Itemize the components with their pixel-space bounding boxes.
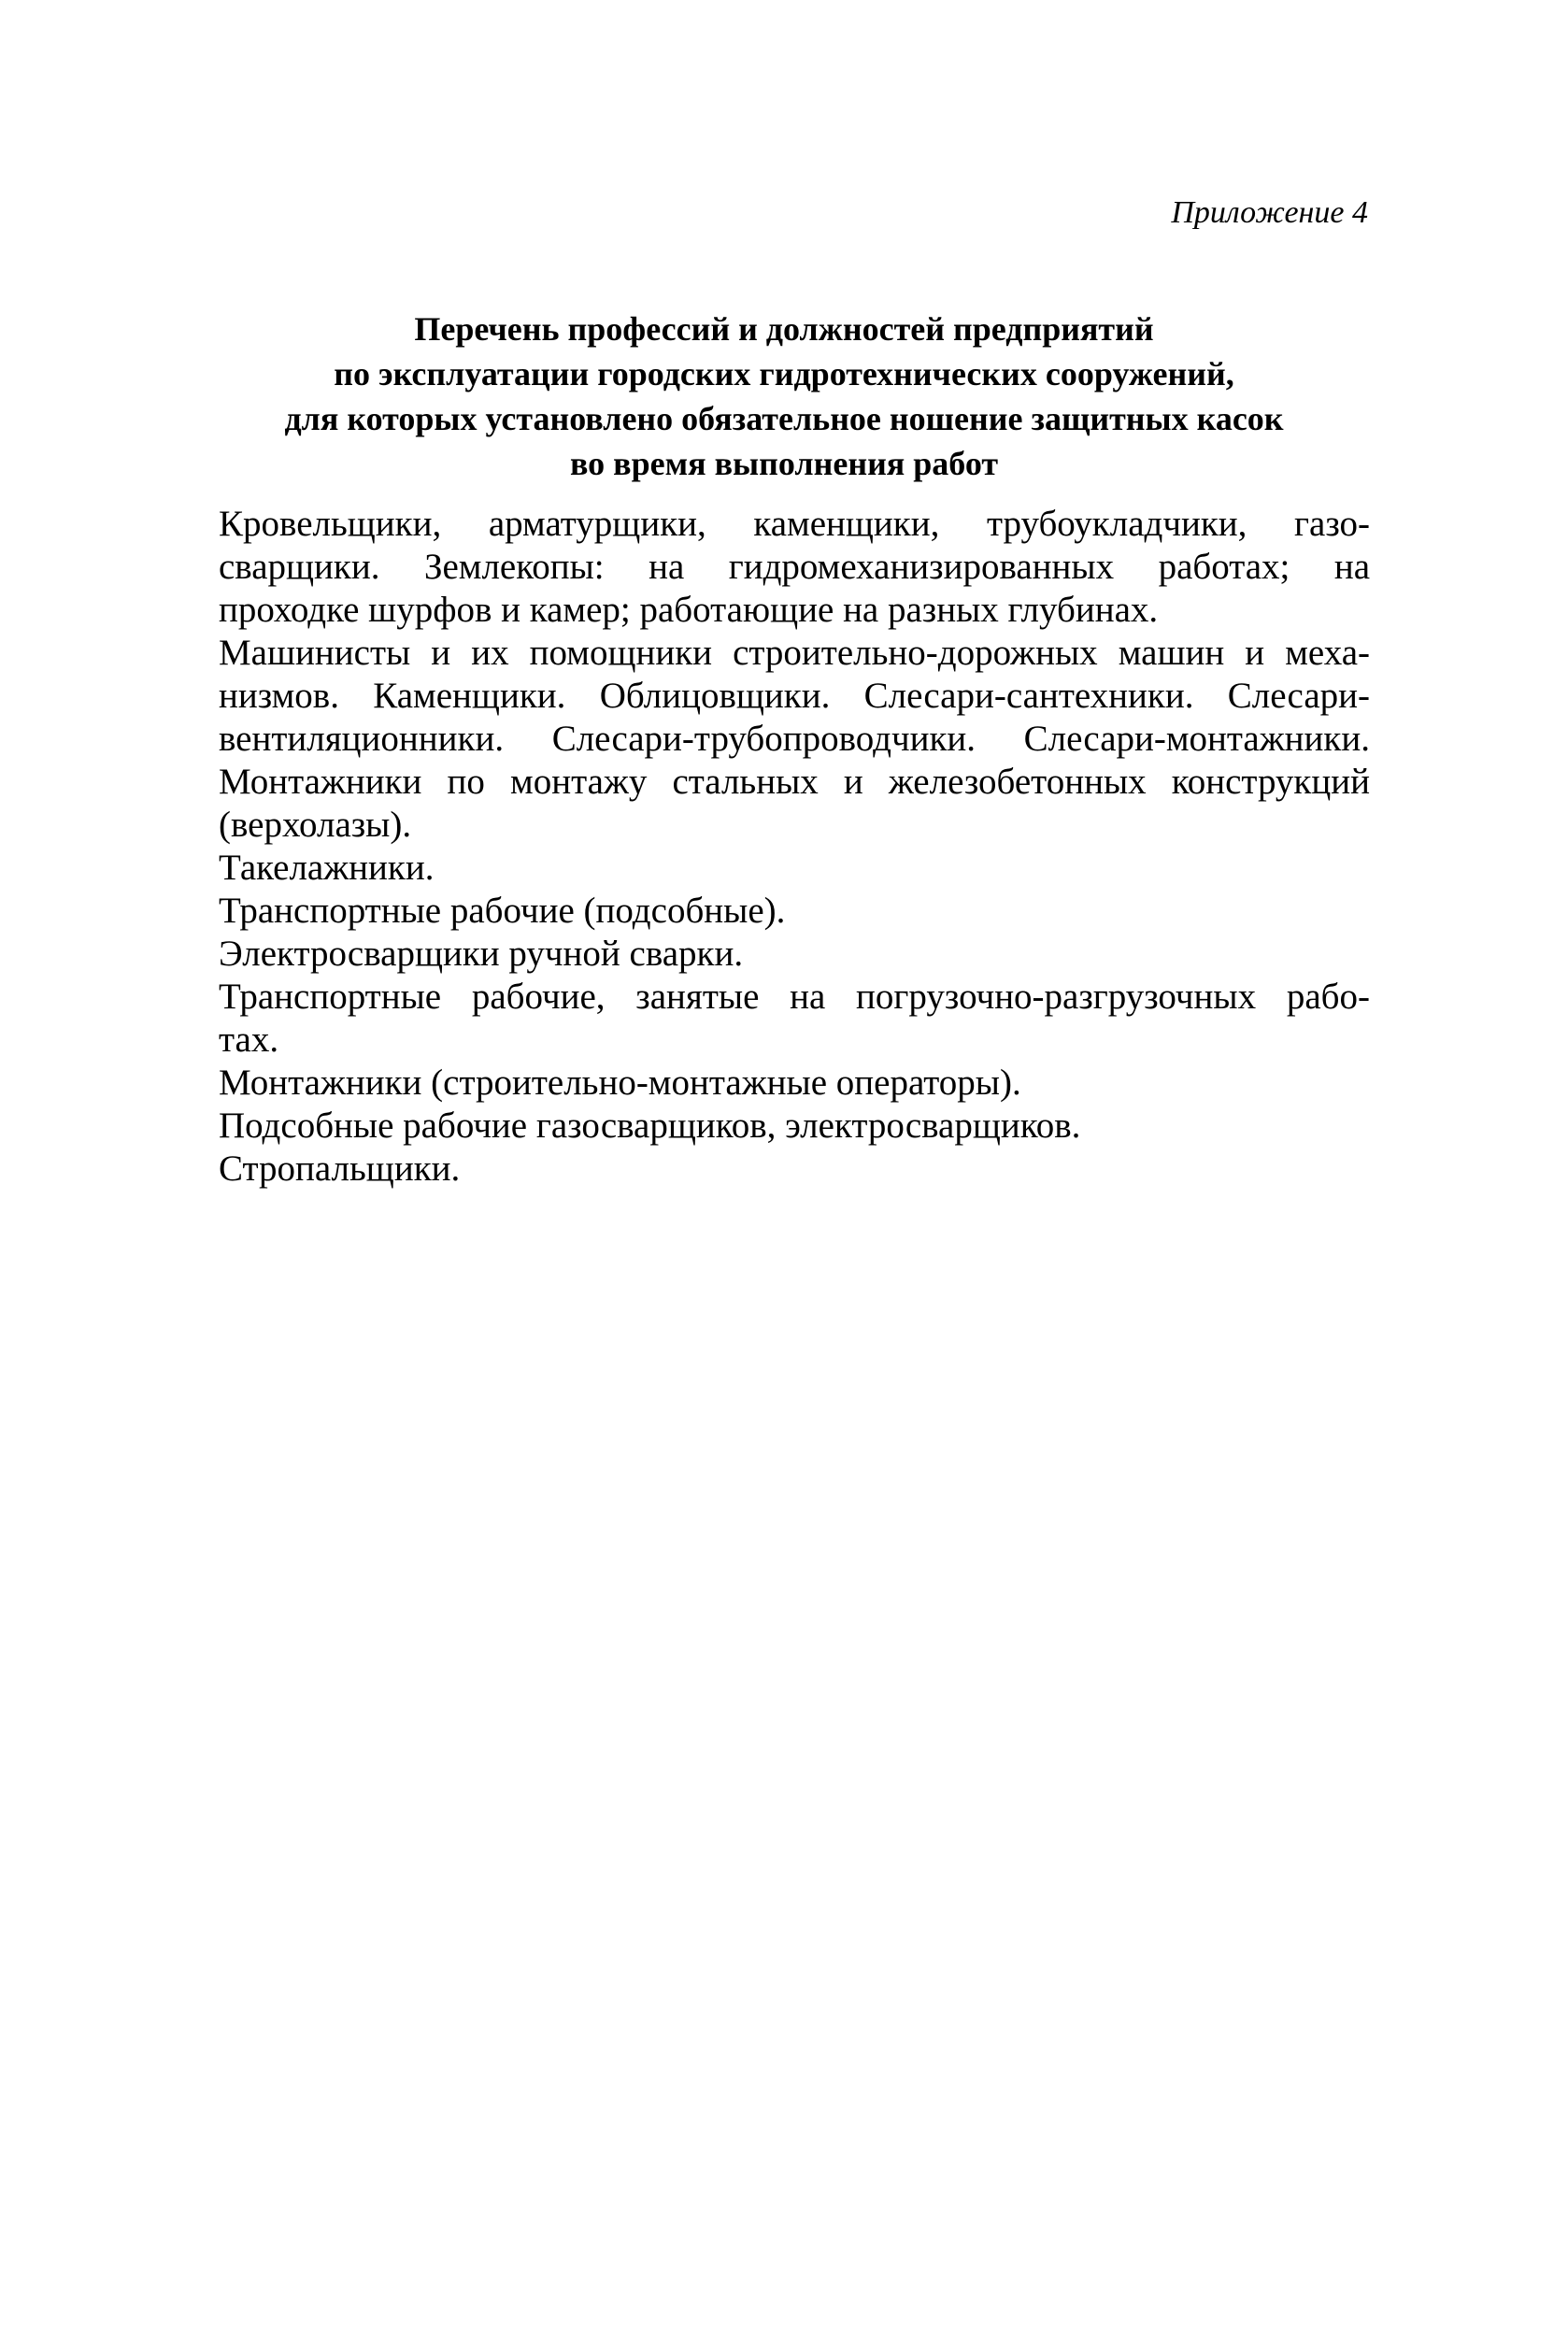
body-line: Такелажники. [219,848,435,888]
document-title [140,307,1428,486]
body-line: Подсобные рабочие газосварщиков, электросварщиков. [219,1106,1081,1146]
title-line: по эксплуатации городских гидротехнических сооружений, [334,355,1234,392]
appendix-label: Приложение 4 [1171,195,1368,230]
body-line: вентиляционники. Слесари-трубопроводчики. Слесари-монтажники. [219,719,1370,759]
title-line: для которых установлено обязательное ношение защитных касок [284,400,1284,437]
body-line: тах. [219,1020,279,1060]
body-line: Стропальщики. [219,1149,461,1189]
body-line: сварщики. Землекопы: на гидромеханизированных работах; на [219,547,1370,587]
title-line: во время выполнения работ [569,445,999,482]
body-line: Машинисты и их помощники строительно-дорожных машин и меха- [219,633,1370,673]
body-line: Транспортные рабочие (подсобные). [219,891,786,931]
body-line: низмов. Каменщики. Облицовщики. Слесари-сантехники. Слесари- [219,676,1370,716]
body-line: Монтажники по монтажу стальных и железобетонных конструкций [219,762,1370,802]
body-line: проходке шурфов и камер; работающие на разных глубинах. [219,590,1159,630]
body-line: Кровельщики, арматурщики, каменщики, трубоукладчики, газо- [219,504,1370,544]
body-line: (верхолазы). [219,805,412,845]
body-line: Электросварщики ручной сварки. [219,934,744,974]
body-line: Транспортные рабочие, занятые на погрузочно-разгрузочных рабо- [219,977,1370,1017]
profession-list [219,503,1370,1191]
body-line: Монтажники (строительно-монтажные операторы). [219,1063,1021,1103]
title-line: Перечень профессий и должностей предприятий [414,310,1154,348]
